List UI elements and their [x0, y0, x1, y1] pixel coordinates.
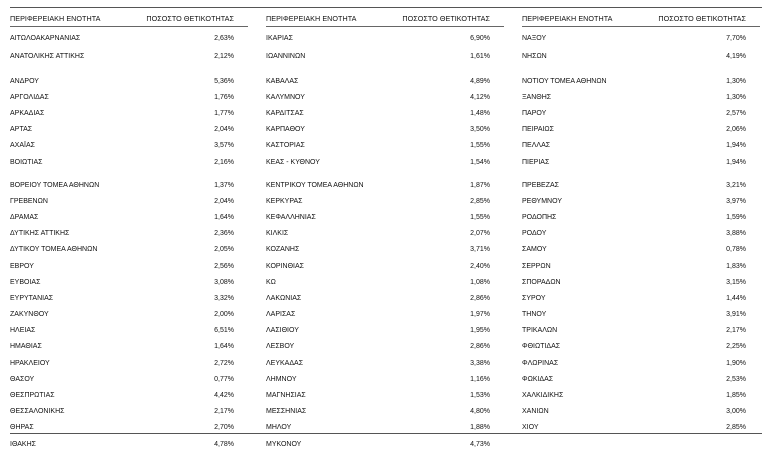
positivity-rate: 1,53% [470, 392, 490, 399]
region-name: ΘΕΣΠΡΩΤΙΑΣ [10, 392, 55, 399]
table-row [522, 263, 760, 273]
region-name: ΜΥΚΟΝΟΥ [266, 441, 302, 448]
positivity-rate: 6,51% [214, 327, 234, 334]
positivity-rate: 1,30% [726, 94, 746, 101]
table-row [10, 311, 248, 321]
region-name: ΛΑΚΩΝΙΑΣ [266, 295, 302, 302]
positivity-rate: 4,78% [214, 441, 234, 448]
positivity-rate: 2,85% [726, 424, 746, 431]
table-row [266, 263, 504, 273]
positivity-rate: 2,85% [470, 198, 490, 205]
positivity-rate: 1,90% [726, 360, 746, 367]
positivity-rate: 0,78% [726, 246, 746, 253]
region-name: ΧΑΛΚΙΔΙΚΗΣ [522, 392, 564, 399]
region-name: ΣΕΡΡΩΝ [522, 263, 551, 270]
table-row [522, 94, 760, 104]
positivity-rate: 2,72% [214, 360, 234, 367]
positivity-rate: 3,00% [726, 408, 746, 415]
region-name: ΚΕΑΣ - ΚΥΘΝΟΥ [266, 159, 320, 166]
table-row [522, 142, 760, 152]
positivity-rate: 0,77% [214, 376, 234, 383]
positivity-rate: 2,86% [470, 343, 490, 350]
table-row [10, 327, 248, 337]
positivity-rate: 7,70% [726, 35, 746, 42]
table-row [266, 376, 504, 386]
positivity-rate: 3,97% [726, 198, 746, 205]
region-name: ΣΑΜΟΥ [522, 246, 547, 253]
table-row [10, 94, 248, 104]
positivity-rate: 2,40% [470, 263, 490, 270]
positivity-rate: 1,55% [470, 142, 490, 149]
header-rule [10, 26, 248, 27]
table-row [522, 230, 760, 240]
table-row [266, 279, 504, 289]
region-name: ΚΕΝΤΡΙΚΟΥ ΤΟΜΕΑ ΑΘΗΝΩΝ [266, 182, 364, 189]
positivity-rate: 1,95% [470, 327, 490, 334]
positivity-rate: 2,57% [726, 110, 746, 117]
positivity-rate: 3,08% [214, 279, 234, 286]
table-row [266, 198, 504, 208]
region-name: ΔΥΤΙΚΟΥ ΤΟΜΕΑ ΑΘΗΝΩΝ [10, 246, 98, 253]
region-name: ΖΑΚΥΝΘΟΥ [10, 311, 49, 318]
table-row [266, 230, 504, 240]
table-row [10, 78, 248, 88]
region-name: ΠΕΙΡΑΙΩΣ [522, 126, 554, 133]
header-rule [522, 26, 760, 27]
table-row [522, 159, 760, 169]
table-row [10, 376, 248, 386]
positivity-rate: 3,15% [726, 279, 746, 286]
region-name: ΤΡΙΚΑΛΩΝ [522, 327, 558, 334]
region-name: ΡΟΔΟΥ [522, 230, 547, 237]
table-row [522, 392, 760, 402]
region-name: ΙΘΑΚΗΣ [10, 441, 36, 448]
table-row [266, 94, 504, 104]
header-region: ΠΕΡΙΦΕΡΕΙΑΚΗ ΕΝΟΤΗΤΑ [10, 14, 101, 23]
region-name: ΜΗΛΟΥ [266, 424, 292, 431]
table-row [10, 408, 248, 418]
region-name: ΚΑΒΑΛΑΣ [266, 78, 299, 85]
table-row [522, 295, 760, 305]
table-row [266, 182, 504, 192]
table-row [522, 360, 760, 370]
table-row [266, 311, 504, 321]
table-row [266, 110, 504, 120]
header-positivity: ΠΟΣΟΣΤΟ ΘΕΤΙΚΟΤΗΤΑΣ [658, 14, 746, 23]
table-column-2 [266, 14, 504, 448]
region-name: ΦΘΙΩΤΙΔΑΣ [522, 343, 561, 350]
region-name: ΘΑΣΟΥ [10, 376, 35, 383]
table-row [10, 279, 248, 289]
table-column-3 [522, 14, 760, 431]
region-name: ΚΕΡΚΥΡΑΣ [266, 198, 303, 205]
positivity-rate: 2,17% [726, 327, 746, 334]
region-name: ΚΕΦΑΛΛΗΝΙΑΣ [266, 214, 316, 221]
positivity-rate: 1,76% [214, 94, 234, 101]
region-name: ΛΑΡΙΣΑΣ [266, 311, 296, 318]
region-name: ΣΠΟΡΑΔΩΝ [522, 279, 561, 286]
positivity-rate: 3,21% [726, 182, 746, 189]
region-name: ΤΗΝΟΥ [522, 311, 547, 318]
region-name: ΙΚΑΡΙΑΣ [266, 35, 293, 42]
positivity-rate: 6,90% [470, 35, 490, 42]
positivity-rate: 1,08% [470, 279, 490, 286]
region-name: ΧΙΟΥ [522, 424, 539, 431]
table-row [10, 343, 248, 353]
positivity-rate: 1,64% [214, 343, 234, 350]
positivity-rate: 1,37% [214, 182, 234, 189]
region-name: ΚΩ [266, 279, 276, 286]
positivity-rate: 2,06% [726, 126, 746, 133]
region-name: ΑΝΑΤΟΛΙΚΗΣ ΑΤΤΙΚΗΣ [10, 53, 85, 60]
positivity-rate: 2,04% [214, 198, 234, 205]
column-header [10, 14, 248, 24]
positivity-rate: 1,48% [470, 110, 490, 117]
table-row [10, 360, 248, 370]
region-name: ΜΕΣΣΗΝΙΑΣ [266, 408, 307, 415]
table-row [522, 53, 760, 63]
column-header [266, 14, 504, 24]
table-row [266, 408, 504, 418]
table-row [522, 214, 760, 224]
bottom-rule [10, 433, 762, 434]
positivity-rate: 1,94% [726, 142, 746, 149]
table-row [266, 53, 504, 63]
table-row [266, 214, 504, 224]
region-name: ΛΑΣΙΘΙΟΥ [266, 327, 299, 334]
positivity-rate: 1,54% [470, 159, 490, 166]
region-name: ΑΡΤΑΣ [10, 126, 33, 133]
region-name: ΓΡΕΒΕΝΩΝ [10, 198, 48, 205]
table-row [266, 246, 504, 256]
table-row [10, 126, 248, 136]
table-row [522, 78, 760, 88]
positivity-rate: 2,25% [726, 343, 746, 350]
positivity-rate: 2,70% [214, 424, 234, 431]
positivity-rate: 2,63% [214, 35, 234, 42]
region-name: ΙΩΑΝΝΙΝΩΝ [266, 53, 306, 60]
positivity-rate: 1,16% [470, 376, 490, 383]
positivity-rate: 4,73% [470, 441, 490, 448]
region-name: ΠΕΛΛΑΣ [522, 142, 551, 149]
region-name: ΕΒΡΟΥ [10, 263, 34, 270]
table-row [266, 295, 504, 305]
region-name: ΠΡΕΒΕΖΑΣ [522, 182, 560, 189]
region-name: ΚΟΡΙΝΘΙΑΣ [266, 263, 304, 270]
positivity-rate: 3,57% [214, 142, 234, 149]
region-name: ΘΕΣΣΑΛΟΝΙΚΗΣ [10, 408, 65, 415]
table-row [522, 126, 760, 136]
table-row [266, 441, 504, 451]
table-row [10, 441, 248, 451]
table-row [522, 408, 760, 418]
region-name: ΚΑΡΔΙΤΣΑΣ [266, 110, 304, 117]
region-name: ΡΟΔΟΠΗΣ [522, 214, 557, 221]
positivity-rate: 4,42% [214, 392, 234, 399]
region-name: ΑΡΓΟΛΙΔΑΣ [10, 94, 49, 101]
region-name: ΑΡΚΑΔΙΑΣ [10, 110, 45, 117]
positivity-rate: 3,71% [470, 246, 490, 253]
table-row [10, 246, 248, 256]
top-rule [10, 7, 762, 8]
region-name: ΚΑΣΤΟΡΙΑΣ [266, 142, 305, 149]
table-row [522, 279, 760, 289]
positivity-rate: 3,88% [726, 230, 746, 237]
table-row [10, 53, 248, 63]
table-row [10, 110, 248, 120]
positivity-rate: 2,53% [726, 376, 746, 383]
table-row [10, 214, 248, 224]
positivity-rate: 2,36% [214, 230, 234, 237]
table-row [522, 327, 760, 337]
positivity-rate: 1,85% [726, 392, 746, 399]
positivity-rate: 3,32% [214, 295, 234, 302]
table-column-1 [10, 14, 248, 448]
region-name: ΦΛΩΡΙΝΑΣ [522, 360, 559, 367]
table-row [522, 246, 760, 256]
table-row [522, 198, 760, 208]
region-name: ΧΑΝΙΩΝ [522, 408, 549, 415]
positivity-rate: 5,36% [214, 78, 234, 85]
table-row [266, 360, 504, 370]
region-name: ΚΑΛΥΜΝΟΥ [266, 94, 305, 101]
table-row [10, 392, 248, 402]
region-name: ΔΥΤΙΚΗΣ ΑΤΤΙΚΗΣ [10, 230, 70, 237]
table-row [266, 343, 504, 353]
region-name: ΠΙΕΡΙΑΣ [522, 159, 550, 166]
region-name: ΜΑΓΝΗΣΙΑΣ [266, 392, 306, 399]
positivity-rate: 1,77% [214, 110, 234, 117]
column-header [522, 14, 760, 24]
region-name: ΕΥΒΟΙΑΣ [10, 279, 41, 286]
positivity-rate: 3,50% [470, 126, 490, 133]
header-rule [266, 26, 504, 27]
table-row [522, 343, 760, 353]
region-name: ΞΑΝΘΗΣ [522, 94, 552, 101]
table-row [10, 182, 248, 192]
positivity-rate: 1,59% [726, 214, 746, 221]
region-name: ΛΗΜΝΟΥ [266, 376, 297, 383]
table-row [266, 78, 504, 88]
region-name: ΗΜΑΘΙΑΣ [10, 343, 42, 350]
region-name: ΗΛΕΙΑΣ [10, 327, 36, 334]
positivity-rate: 2,56% [214, 263, 234, 270]
region-name: ΠΑΡΟΥ [522, 110, 547, 117]
positivity-rate: 1,55% [470, 214, 490, 221]
positivity-rate: 2,16% [214, 159, 234, 166]
table-row [266, 35, 504, 45]
table-row [266, 392, 504, 402]
table-row [522, 182, 760, 192]
positivity-rate: 1,30% [726, 78, 746, 85]
region-name: ΑΝΔΡΟΥ [10, 78, 39, 85]
region-name: ΚΙΛΚΙΣ [266, 230, 289, 237]
region-name: ΛΕΣΒΟΥ [266, 343, 295, 350]
positivity-rate: 2,86% [470, 295, 490, 302]
region-name: ΔΡΑΜΑΣ [10, 214, 39, 221]
positivity-rate: 3,91% [726, 311, 746, 318]
positivity-rate: 3,38% [470, 360, 490, 367]
table-row [522, 35, 760, 45]
region-name: ΣΥΡΟΥ [522, 295, 546, 302]
region-name: ΝΟΤΙΟΥ ΤΟΜΕΑ ΑΘΗΝΩΝ [522, 78, 607, 85]
table-row [10, 35, 248, 45]
region-name: ΒΟΡΕΙΟΥ ΤΟΜΕΑ ΑΘΗΝΩΝ [10, 182, 100, 189]
region-name: ΕΥΡΥΤΑΝΙΑΣ [10, 295, 54, 302]
header-region: ΠΕΡΙΦΕΡΕΙΑΚΗ ΕΝΟΤΗΤΑ [266, 14, 357, 23]
positivity-rate: 1,88% [470, 424, 490, 431]
region-name: ΚΟΖΑΝΗΣ [266, 246, 300, 253]
positivity-rate: 1,83% [726, 263, 746, 270]
table-row [522, 110, 760, 120]
table-row [266, 159, 504, 169]
table-row [10, 263, 248, 273]
positivity-rate: 4,89% [470, 78, 490, 85]
table-row [10, 295, 248, 305]
positivity-rate: 4,80% [470, 408, 490, 415]
table-row [10, 159, 248, 169]
header-positivity: ΠΟΣΟΣΤΟ ΘΕΤΙΚΟΤΗΤΑΣ [146, 14, 234, 23]
region-name: ΚΑΡΠΑΘΟΥ [266, 126, 305, 133]
positivity-rate: 1,64% [214, 214, 234, 221]
positivity-rate: 2,12% [214, 53, 234, 60]
positivity-rate: 2,05% [214, 246, 234, 253]
region-name: ΗΡΑΚΛΕΙΟΥ [10, 360, 50, 367]
region-name: ΝΗΣΩΝ [522, 53, 547, 60]
positivity-rate: 1,61% [470, 53, 490, 60]
positivity-rate: 2,17% [214, 408, 234, 415]
table-row [10, 198, 248, 208]
positivity-rate: 2,00% [214, 311, 234, 318]
header-region: ΠΕΡΙΦΕΡΕΙΑΚΗ ΕΝΟΤΗΤΑ [522, 14, 613, 23]
table-row [10, 230, 248, 240]
positivity-rate: 1,97% [470, 311, 490, 318]
region-name: ΒΟΙΩΤΙΑΣ [10, 159, 43, 166]
region-name: ΘΗΡΑΣ [10, 424, 34, 431]
positivity-rate: 2,07% [470, 230, 490, 237]
positivity-rate: 4,12% [470, 94, 490, 101]
table-row [522, 311, 760, 321]
region-name: ΝΑΞΟΥ [522, 35, 547, 42]
table-row [10, 142, 248, 152]
region-name: ΑΧΑΪΑΣ [10, 142, 35, 149]
positivity-rate: 2,04% [214, 126, 234, 133]
positivity-rate: 1,87% [470, 182, 490, 189]
positivity-rate: 1,94% [726, 159, 746, 166]
region-name: ΦΩΚΙΔΑΣ [522, 376, 554, 383]
positivity-rate: 4,19% [726, 53, 746, 60]
region-name: ΑΙΤΩΛΟΑΚΑΡΝΑΝΙΑΣ [10, 35, 81, 42]
region-name: ΛΕΥΚΑΔΑΣ [266, 360, 304, 367]
header-positivity: ΠΟΣΟΣΤΟ ΘΕΤΙΚΟΤΗΤΑΣ [402, 14, 490, 23]
table-row [266, 327, 504, 337]
region-name: ΡΕΘΥΜΝΟΥ [522, 198, 563, 205]
table-row [522, 376, 760, 386]
table-row [266, 142, 504, 152]
positivity-rate: 1,44% [726, 295, 746, 302]
table-row [266, 126, 504, 136]
